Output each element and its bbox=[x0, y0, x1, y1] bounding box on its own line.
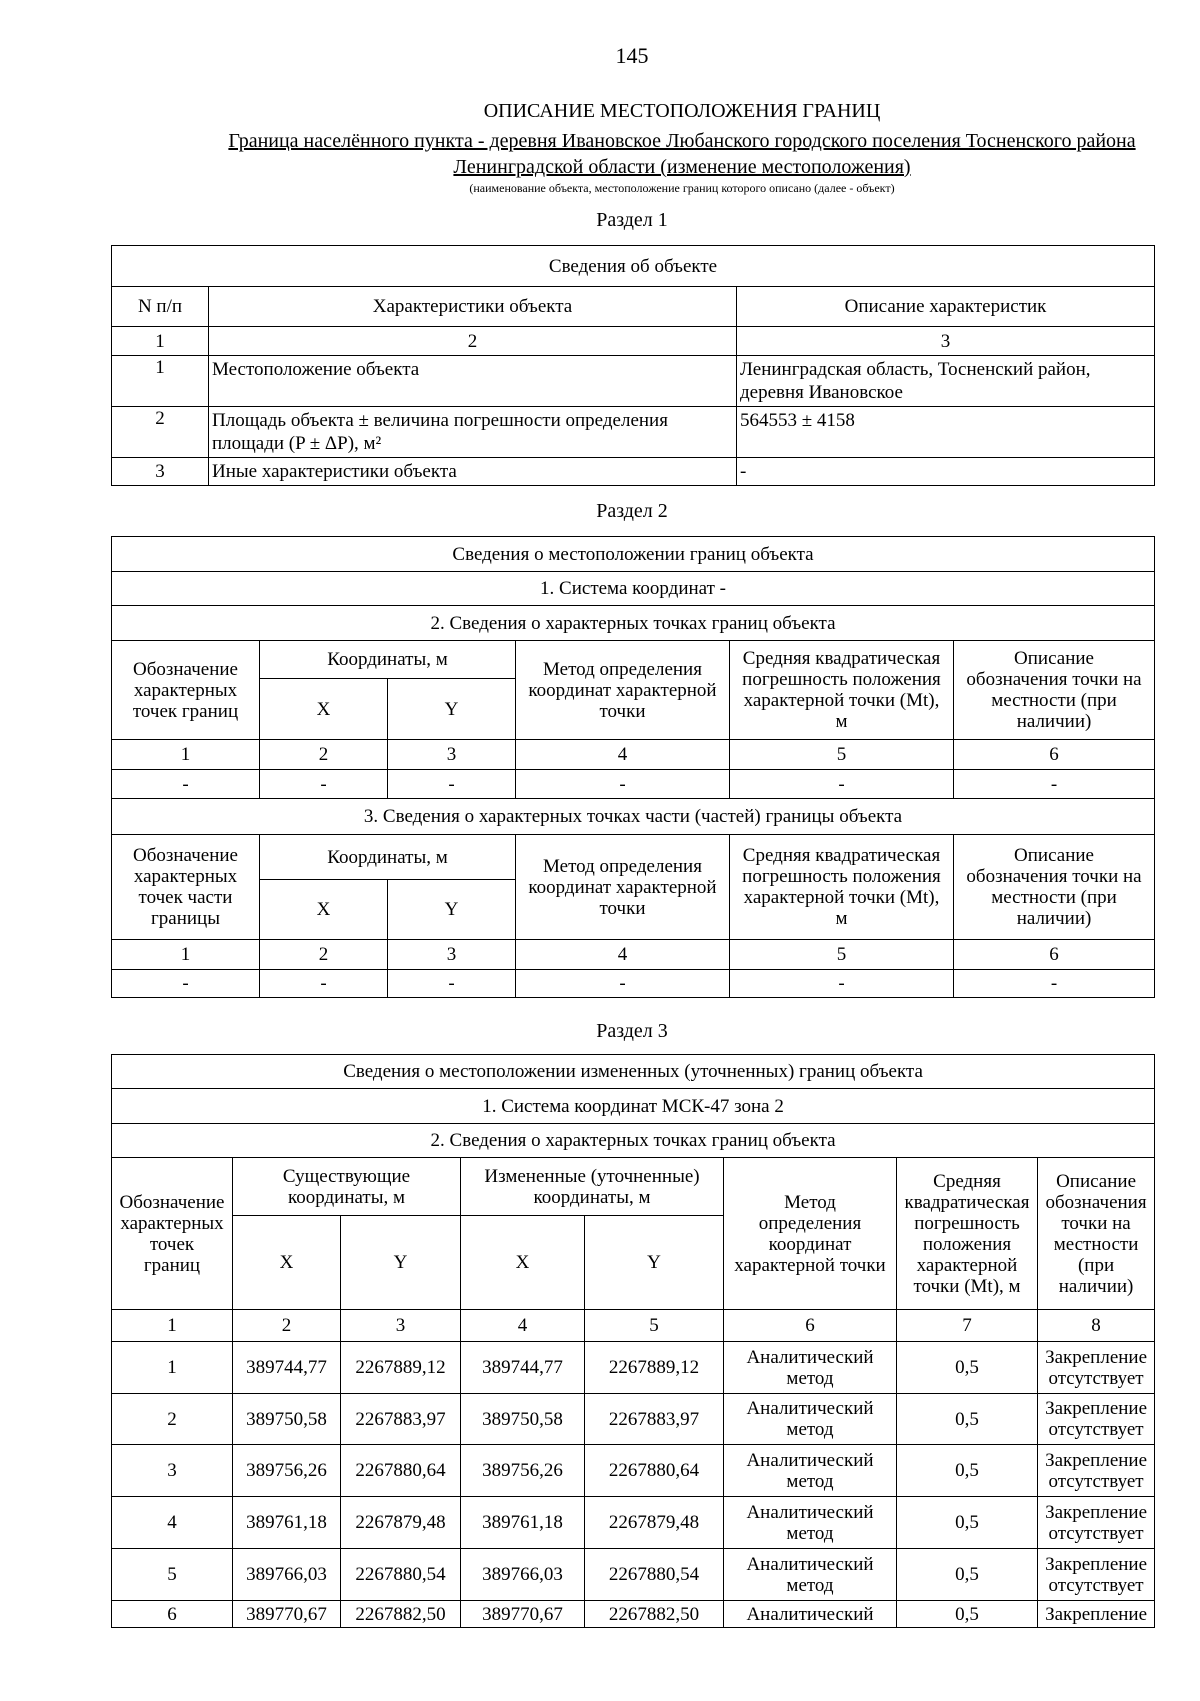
header-line: погрешность bbox=[914, 1212, 1020, 1234]
point-number: 3 bbox=[112, 1445, 233, 1497]
column-number: 6 bbox=[954, 740, 1155, 770]
existing-x: 389761,18 bbox=[233, 1497, 341, 1549]
header-cell: Описание характеристик bbox=[737, 287, 1155, 327]
section-3-label: Раздел 3 bbox=[596, 1020, 668, 1042]
empty-cell: - bbox=[954, 770, 1155, 799]
marker-description: Закрепление bbox=[1038, 1601, 1155, 1628]
existing-y: 2267880,64 bbox=[341, 1445, 461, 1497]
cell-line: метод bbox=[786, 1419, 834, 1440]
column-number: 4 bbox=[461, 1310, 585, 1342]
method-cell bbox=[724, 1497, 897, 1549]
existing-y: 2267882,50 bbox=[341, 1601, 461, 1628]
coordinate-system: 1. Система координат - bbox=[112, 572, 1155, 606]
header-line: обозначения точки на bbox=[966, 669, 1142, 690]
header-line: обозначения bbox=[1045, 1191, 1147, 1213]
cell-line: Закрепление bbox=[1045, 1398, 1148, 1419]
header-line: Обозначение bbox=[133, 658, 238, 680]
method-cell bbox=[724, 1445, 897, 1497]
coordinate-system: 1. Система координат МСК-47 зона 2 bbox=[112, 1089, 1155, 1124]
point-number: 4 bbox=[112, 1497, 233, 1549]
empty-cell: - bbox=[260, 970, 388, 998]
points-title: 2. Сведения о характерных точках границ объекта bbox=[112, 606, 1155, 641]
header-line: Описание bbox=[1014, 845, 1094, 866]
header-line: точки bbox=[599, 897, 646, 919]
header-x: X bbox=[260, 679, 388, 740]
header-x: X bbox=[260, 880, 388, 940]
section-2-table bbox=[111, 536, 1155, 998]
header-line: характерных bbox=[133, 679, 238, 701]
existing-x: 389756,26 bbox=[233, 1445, 341, 1497]
table-title: Сведения о местоположении границ объекта bbox=[112, 537, 1155, 572]
header-designation bbox=[112, 835, 260, 940]
characteristic-cell bbox=[209, 407, 737, 458]
column-number: 3 bbox=[388, 740, 516, 770]
header-line: границы bbox=[151, 908, 220, 929]
header-method bbox=[516, 835, 730, 940]
cell-line: Местоположение объекта bbox=[212, 359, 420, 380]
cell-line: Аналитический bbox=[746, 1553, 874, 1575]
description-cell bbox=[737, 356, 1155, 407]
header-line: Измененные (уточненные) bbox=[484, 1165, 700, 1187]
header-line: наличии) bbox=[1058, 1275, 1134, 1297]
column-number: 3 bbox=[388, 940, 516, 970]
table-row bbox=[112, 458, 1155, 486]
header-designation bbox=[112, 1158, 233, 1310]
table-title: Сведения о местоположении измененных (уточненных) границ объекта bbox=[112, 1055, 1155, 1089]
cell-line: отсутствует bbox=[1048, 1522, 1144, 1544]
header-line: характерной точки (Mt), bbox=[743, 887, 940, 908]
section-1-table bbox=[111, 245, 1155, 486]
row-number: 3 bbox=[112, 458, 209, 486]
changed-y: 2267882,50 bbox=[585, 1601, 724, 1628]
header-line: точки на bbox=[1061, 1212, 1131, 1234]
cell-line: Закрепление bbox=[1045, 1501, 1148, 1523]
header-line: местности (при bbox=[991, 690, 1117, 711]
column-number: 2 bbox=[260, 940, 388, 970]
header-line: Средняя квадратическая bbox=[742, 648, 941, 669]
column-number: 6 bbox=[954, 940, 1155, 970]
header-line: наличии) bbox=[1016, 908, 1092, 929]
cell-line: площади (P ± ΔP), м² bbox=[212, 433, 382, 454]
header-line: точки (Mt), м bbox=[913, 1275, 1021, 1297]
subtitle-note: (наименование объекта, местоположение границ которого описано (далее - объект) bbox=[469, 181, 895, 195]
table-title: Сведения об объекте bbox=[112, 246, 1155, 287]
cell-line: Аналитический bbox=[746, 1449, 874, 1471]
header-line: Описание bbox=[1056, 1170, 1137, 1192]
mt-cell: 0,5 bbox=[897, 1601, 1038, 1628]
header-line: координаты, м bbox=[287, 1186, 406, 1208]
table-row bbox=[112, 770, 1155, 799]
changed-x: 389756,26 bbox=[461, 1445, 585, 1497]
section-3-table bbox=[111, 1054, 1155, 1628]
changed-x: 389744,77 bbox=[461, 1342, 585, 1394]
cell-line: метод bbox=[786, 1522, 834, 1544]
header-line: определения bbox=[758, 1212, 862, 1234]
point-number: 1 bbox=[112, 1342, 233, 1394]
cell-line: метод bbox=[786, 1470, 834, 1492]
point-number: 2 bbox=[112, 1394, 233, 1445]
header-line: характерных bbox=[120, 1212, 224, 1234]
characteristic-cell bbox=[209, 356, 737, 407]
column-number: 5 bbox=[730, 740, 954, 770]
header-line: Средняя квадратическая bbox=[742, 845, 941, 866]
column-number: 4 bbox=[516, 740, 730, 770]
column-number: 5 bbox=[730, 940, 954, 970]
changed-y: 2267879,48 bbox=[585, 1497, 724, 1549]
mt-cell: 0,5 bbox=[897, 1549, 1038, 1601]
column-number: 8 bbox=[1038, 1310, 1155, 1342]
subtitle-line-2: Ленинградской области (изменение местоположения) bbox=[453, 156, 911, 178]
empty-cell: - bbox=[388, 970, 516, 998]
header-method bbox=[724, 1158, 897, 1310]
empty-cell: - bbox=[516, 970, 730, 998]
existing-x: 389766,03 bbox=[233, 1549, 341, 1601]
empty-cell: - bbox=[260, 770, 388, 799]
header-line: Описание bbox=[1014, 648, 1094, 669]
header-line: характерных bbox=[133, 866, 238, 887]
column-number: 7 bbox=[897, 1310, 1038, 1342]
header-line: точек bbox=[149, 1233, 195, 1255]
header-y: Y bbox=[341, 1216, 461, 1310]
header-line: местности bbox=[1053, 1233, 1139, 1255]
cell-line: Ленинградская область, Тосненский район, bbox=[740, 359, 1091, 380]
changed-y: 2267880,54 bbox=[585, 1549, 724, 1601]
point-number: 6 bbox=[112, 1601, 233, 1628]
mt-cell: 0,5 bbox=[897, 1342, 1038, 1394]
header-line: точки bbox=[599, 700, 646, 722]
header-line: Метод bbox=[784, 1191, 836, 1213]
header-existing-coordinates bbox=[233, 1158, 461, 1216]
header-line: координат характерной bbox=[528, 876, 717, 898]
method-cell bbox=[724, 1549, 897, 1601]
header-line: точек части bbox=[138, 887, 233, 908]
header-line: наличии) bbox=[1016, 711, 1092, 732]
document-subtitle bbox=[100, 128, 1200, 180]
cell-line: отсутствует bbox=[1048, 1574, 1144, 1596]
column-number: 3 bbox=[341, 1310, 461, 1342]
header-line: Обозначение bbox=[119, 1191, 225, 1213]
cell-line: Аналитический bbox=[746, 1501, 874, 1523]
header-designation bbox=[112, 641, 260, 740]
empty-cell: - bbox=[516, 770, 730, 799]
header-cell: Характеристики объекта bbox=[209, 287, 737, 327]
existing-x: 389744,77 bbox=[233, 1342, 341, 1394]
mt-cell: 0,5 bbox=[897, 1445, 1038, 1497]
header-line: Средняя bbox=[933, 1170, 1001, 1192]
column-number: 6 bbox=[724, 1310, 897, 1342]
column-number: 1 bbox=[112, 1310, 233, 1342]
table-row bbox=[112, 1549, 1155, 1601]
empty-cell: - bbox=[388, 770, 516, 799]
existing-x: 389770,67 bbox=[233, 1601, 341, 1628]
section-1-label: Раздел 1 bbox=[596, 209, 668, 231]
header-changed-coordinates bbox=[461, 1158, 724, 1216]
header-line: м bbox=[835, 711, 848, 732]
changed-x: 389766,03 bbox=[461, 1549, 585, 1601]
changed-x: 389750,58 bbox=[461, 1394, 585, 1445]
table-row bbox=[112, 407, 1155, 458]
header-y: Y bbox=[388, 880, 516, 940]
method-cell bbox=[724, 1342, 897, 1394]
mt-cell: 0,5 bbox=[897, 1394, 1038, 1445]
header-coordinates: Координаты, м bbox=[260, 641, 516, 679]
existing-y: 2267879,48 bbox=[341, 1497, 461, 1549]
column-number: 2 bbox=[209, 327, 737, 356]
page-number: 145 bbox=[615, 43, 649, 68]
method-cell bbox=[724, 1394, 897, 1445]
cell-line: метод bbox=[786, 1574, 834, 1596]
table-row bbox=[112, 1394, 1155, 1445]
header-line: характерной bbox=[916, 1254, 1018, 1276]
table-row bbox=[112, 1342, 1155, 1394]
document-title: ОПИСАНИЕ МЕСТОПОЛОЖЕНИЯ ГРАНИЦ bbox=[483, 100, 881, 122]
changed-x: 389761,18 bbox=[461, 1497, 585, 1549]
header-line: м bbox=[835, 908, 848, 929]
column-number: 3 bbox=[737, 327, 1155, 356]
cell-line: Закрепление bbox=[1045, 1449, 1148, 1471]
subtitle-line-1: Граница населённого пункта - деревня Ивановское Любанского городского поселения Тосненского района bbox=[228, 130, 1136, 152]
marker-description bbox=[1038, 1342, 1155, 1394]
point-number: 5 bbox=[112, 1549, 233, 1601]
header-method bbox=[516, 641, 730, 740]
empty-cell: - bbox=[112, 770, 260, 799]
table-row bbox=[112, 1601, 1155, 1628]
header-line: квадратическая bbox=[904, 1191, 1030, 1213]
table-row bbox=[112, 1497, 1155, 1549]
header-line: (при bbox=[1077, 1254, 1115, 1276]
existing-y: 2267889,12 bbox=[341, 1342, 461, 1394]
characteristic-cell: Иные характеристики объекта bbox=[209, 458, 737, 486]
header-error bbox=[730, 641, 954, 740]
header-line: местности (при bbox=[991, 887, 1117, 908]
existing-x: 389750,58 bbox=[233, 1394, 341, 1445]
cell-line: Аналитический bbox=[746, 1346, 874, 1368]
table-row bbox=[112, 356, 1155, 407]
existing-y: 2267880,54 bbox=[341, 1549, 461, 1601]
header-line: Обозначение bbox=[133, 845, 238, 866]
existing-y: 2267883,97 bbox=[341, 1394, 461, 1445]
cell-line: Закрепление bbox=[1045, 1553, 1148, 1575]
header-line: точек границ bbox=[132, 700, 239, 722]
row-number: 1 bbox=[112, 356, 209, 407]
cell-line: метод bbox=[786, 1367, 834, 1389]
marker-description bbox=[1038, 1394, 1155, 1445]
header-line: границ bbox=[143, 1254, 201, 1276]
changed-x: 389770,67 bbox=[461, 1601, 585, 1628]
mt-cell: 0,5 bbox=[897, 1497, 1038, 1549]
header-description bbox=[954, 641, 1155, 740]
column-number: 2 bbox=[233, 1310, 341, 1342]
cell-line: 564553 ± 4158 bbox=[740, 410, 855, 431]
header-description bbox=[1038, 1158, 1155, 1310]
header-line: характерной точки bbox=[734, 1254, 886, 1276]
column-number: 1 bbox=[112, 327, 209, 356]
changed-y: 2267883,97 bbox=[585, 1394, 724, 1445]
empty-cell: - bbox=[112, 970, 260, 998]
header-line: погрешность положения bbox=[742, 669, 941, 690]
header-line: Метод определения bbox=[543, 658, 702, 680]
header-x: X bbox=[461, 1216, 585, 1310]
description-cell: - bbox=[737, 458, 1155, 486]
header-line: погрешность положения bbox=[742, 866, 941, 887]
marker-description bbox=[1038, 1445, 1155, 1497]
header-error bbox=[730, 835, 954, 940]
cell-line: Аналитический bbox=[746, 1398, 874, 1419]
header-line: координат характерной bbox=[528, 679, 717, 701]
header-line: обозначения точки на bbox=[966, 866, 1142, 887]
empty-cell: - bbox=[730, 770, 954, 799]
marker-description bbox=[1038, 1497, 1155, 1549]
header-line: координаты, м bbox=[533, 1186, 651, 1208]
column-number: 1 bbox=[112, 740, 260, 770]
cell-line: Закрепление bbox=[1045, 1346, 1148, 1368]
header-y: Y bbox=[388, 679, 516, 740]
table-row bbox=[112, 1445, 1155, 1497]
description-cell bbox=[737, 407, 1155, 458]
column-number: 5 bbox=[585, 1310, 724, 1342]
header-line: Метод определения bbox=[543, 855, 702, 877]
section-2-label: Раздел 2 bbox=[596, 500, 668, 522]
column-number: 2 bbox=[260, 740, 388, 770]
empty-cell: - bbox=[954, 970, 1155, 998]
cell-line: Площадь объекта ± величина погрешности определения bbox=[212, 410, 668, 431]
header-x: X bbox=[233, 1216, 341, 1310]
header-line: координат bbox=[768, 1233, 852, 1255]
table-row bbox=[112, 970, 1155, 998]
points-title: 2. Сведения о характерных точках границ объекта bbox=[112, 1124, 1155, 1158]
header-line: характерной точки (Mt), bbox=[743, 690, 940, 711]
marker-description bbox=[1038, 1549, 1155, 1601]
cell-line: отсутствует bbox=[1048, 1367, 1144, 1389]
cell-line: отсутствует bbox=[1048, 1419, 1144, 1440]
empty-cell: - bbox=[730, 970, 954, 998]
changed-y: 2267880,64 bbox=[585, 1445, 724, 1497]
header-description bbox=[954, 835, 1155, 940]
header-y: Y bbox=[585, 1216, 724, 1310]
header-coordinates: Координаты, м bbox=[260, 835, 516, 880]
method-cell: Аналитический bbox=[724, 1601, 897, 1628]
header-cell: N п/п bbox=[112, 287, 209, 327]
changed-y: 2267889,12 bbox=[585, 1342, 724, 1394]
column-number: 1 bbox=[112, 940, 260, 970]
row-number: 2 bbox=[112, 407, 209, 458]
part-points-title: 3. Сведения о характерных точках части (частей) границы объекта bbox=[112, 799, 1155, 835]
cell-line: деревня Ивановское bbox=[740, 382, 903, 403]
cell-line: отсутствует bbox=[1048, 1470, 1144, 1492]
header-error bbox=[897, 1158, 1038, 1310]
header-line: Существующие bbox=[282, 1165, 411, 1187]
column-number: 4 bbox=[516, 940, 730, 970]
header-line: положения bbox=[922, 1233, 1012, 1255]
